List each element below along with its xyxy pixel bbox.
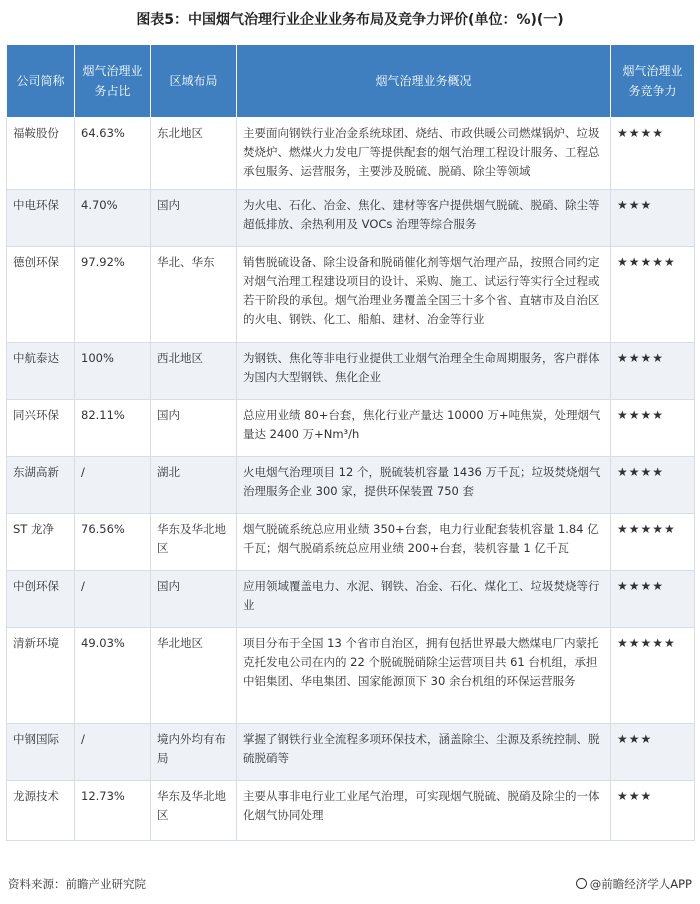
brand-credit	[576, 876, 692, 892]
table-row	[7, 343, 695, 400]
cell-share: 64.63%	[75, 118, 151, 190]
cell-rating: ★★★★	[611, 343, 695, 400]
cell-share: /	[75, 724, 151, 781]
cell-overview: 总应用业绩 80+台套，焦化行业产量达 10000 万+吨焦炭，处理烟气量达 2400 万+Nm³/h	[237, 400, 611, 457]
cell-overview: 主要面向钢铁行业冶金系统球团、烧结、市政供暖公司燃煤锅炉、垃圾焚烧炉、燃煤火力发电厂等提供配套的烟气治理工程设计服务、工程总承包服务、运营服务，主要涉及脱硫、脱硝、除尘等领域	[237, 118, 611, 190]
cell-region: 西北地区	[151, 343, 237, 400]
cell-region: 东北地区	[151, 118, 237, 190]
cell-region: 国内	[151, 190, 237, 247]
cell-rating: ★★★★	[611, 457, 695, 514]
cell-company: 中航泰达	[7, 343, 75, 400]
cell-overview: 销售脱硫设备、除尘设备和脱硝催化剂等烟气治理产品，按照合同约定对烟气治理工程建设项目的设计、采购、施工、试运行等实行全过程或若干阶段的承包。烟气治理业务覆盖全国三十多个省、直辖市及自治区的火电、钢铁、化工、船舶、建材、冶金等行业	[237, 247, 611, 343]
table-row	[7, 724, 695, 781]
cell-region: 境内外均有布局	[151, 724, 237, 781]
cell-company: 中创环保	[7, 571, 75, 628]
cell-company: ST 龙净	[7, 514, 75, 571]
cell-region: 华东及华北地区	[151, 781, 237, 841]
cell-overview: 为火电、石化、冶金、焦化、建材等客户提供烟气脱硫、脱硝、除尘等超低排放、余热利用及 VOCs 治理等综合服务	[237, 190, 611, 247]
cell-share: 49.03%	[75, 628, 151, 724]
brand-label: @前瞻经济学人APP	[589, 877, 692, 891]
cell-region: 华北、华东	[151, 247, 237, 343]
cell-rating: ★★★★★	[611, 247, 695, 343]
page-title: 图表5：中国烟气治理行业企业业务布局及竞争力评价(单位：%)(一)	[136, 12, 564, 28]
table-row	[7, 190, 695, 247]
cell-overview: 项目分布于全国 13 个省市自治区，拥有包括世界最大燃煤电厂内蒙托克托发电公司在内的 22 个脱硫脱硝除尘运营项目共 61 台机组，承担中铝集团、华电集团、国家能源顶下 30 余台机组的环保运营服务	[237, 628, 611, 724]
header-company: 公司简称	[7, 45, 75, 118]
cell-company: 清新环境	[7, 628, 75, 724]
cell-share: 4.70%	[75, 190, 151, 247]
cell-share: 100%	[75, 343, 151, 400]
header-overview: 烟气治理业务概况	[237, 45, 611, 118]
table-row	[7, 781, 695, 841]
cell-company: 东湖高新	[7, 457, 75, 514]
table-header-row	[7, 45, 695, 118]
cell-share: /	[75, 457, 151, 514]
cell-rating: ★★★	[611, 781, 695, 841]
header-share: 烟气治理业务占比	[75, 45, 151, 118]
cell-rating: ★★★★	[611, 400, 695, 457]
cell-rating: ★★★★★	[611, 514, 695, 571]
cell-region: 国内	[151, 400, 237, 457]
cell-rating: ★★★★	[611, 118, 695, 190]
cell-company: 德创环保	[7, 247, 75, 343]
cell-overview: 火电烟气治理项目 12 个，脱硫装机容量 1436 万千瓦；垃圾焚烧烟气治理服务企业 300 家，提供环保装置 750 套	[237, 457, 611, 514]
cell-share: /	[75, 571, 151, 628]
cell-rating: ★★★★★	[611, 628, 695, 724]
cell-share: 76.56%	[75, 514, 151, 571]
table-row	[7, 514, 695, 571]
table-row	[7, 571, 695, 628]
cell-region: 华东及华北地区	[151, 514, 237, 571]
cell-share: 12.73%	[75, 781, 151, 841]
cell-company: 龙源技术	[7, 781, 75, 841]
cell-company: 中钢国际	[7, 724, 75, 781]
cell-rating: ★★★★	[611, 571, 695, 628]
cell-company: 中电环保	[7, 190, 75, 247]
source-note: 资料来源：前瞻产业研究院	[8, 877, 146, 891]
cell-share: 97.92%	[75, 247, 151, 343]
cell-company: 福鞍股份	[7, 118, 75, 190]
header-rating: 烟气治理业务竞争力	[611, 45, 695, 118]
cell-region: 湖北	[151, 457, 237, 514]
cell-company: 同兴环保	[7, 400, 75, 457]
table-row	[7, 400, 695, 457]
cell-region: 国内	[151, 571, 237, 628]
table-row	[7, 628, 695, 724]
cell-overview: 为钢铁、焦化等非电行业提供工业烟气治理全生命周期服务，客户群体为国内大型钢铁、焦化企业	[237, 343, 611, 400]
cell-rating: ★★★	[611, 724, 695, 781]
brand-logo-icon	[576, 878, 587, 889]
cell-rating: ★★★	[611, 190, 695, 247]
cell-region: 华北地区	[151, 628, 237, 724]
company-table	[6, 44, 695, 841]
table-row	[7, 457, 695, 514]
cell-overview: 烟气脱硫系统总应用业绩 350+台套，电力行业配套装机容量 1.84 亿千瓦；烟气脱硝系统总应用业绩 200+台套，装机容量 1 亿千瓦	[237, 514, 611, 571]
table-row	[7, 118, 695, 190]
table-row	[7, 247, 695, 343]
header-region: 区域布局	[151, 45, 237, 118]
cell-overview: 主要从事非电行业工业尾气治理，可实现烟气脱硫、脱硝及除尘的一体化烟气协同处理	[237, 781, 611, 841]
cell-share: 82.11%	[75, 400, 151, 457]
cell-overview: 应用领域覆盖电力、水泥、钢铁、冶金、石化、煤化工、垃圾焚烧等行业	[237, 571, 611, 628]
cell-overview: 掌握了钢铁行业全流程多项环保技术，涵盖除尘、尘源及系统控制、脱硫脱硝等	[237, 724, 611, 781]
